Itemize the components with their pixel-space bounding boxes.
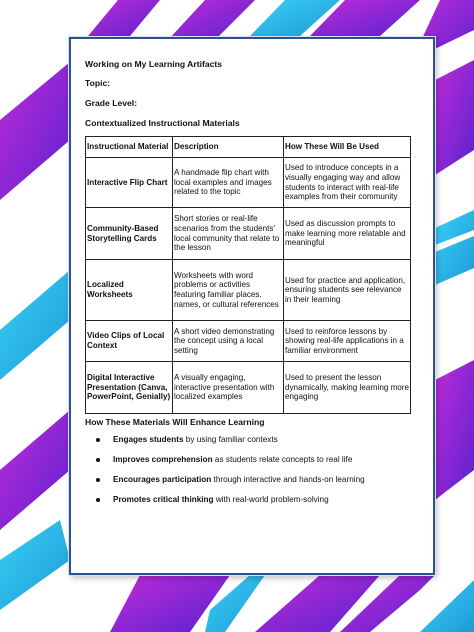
description-cell: Short stories or real-life scenarios from the students' local community that relate to the lesson [173, 208, 284, 260]
benefit-text: through interactive and hands-on learning [211, 475, 365, 484]
description-cell: Worksheets with word problems or activities featuring familiar places, names, or cultural references [173, 260, 284, 321]
table-row [86, 321, 411, 362]
grade-level-label: Grade Level: [85, 98, 138, 108]
bullet-icon [96, 458, 100, 462]
list-item [89, 435, 409, 445]
section-heading: Contextualized Instructional Materials [85, 118, 240, 128]
bullet-icon [96, 438, 100, 442]
document-page [69, 37, 435, 575]
table-row [86, 158, 411, 208]
table-row [86, 362, 411, 414]
benefit-bold: Encourages participation [113, 475, 212, 484]
document-title: Working on My Learning Artifacts [85, 59, 223, 69]
material-cell: Localized Worksheets [86, 260, 173, 321]
use-cell: Used to reinforce lessons by showing real-life applications in a familiar environment [284, 321, 411, 362]
material-cell: Digital Interactive Presentation (Canva, PowerPoint, Genially) [86, 362, 173, 414]
column-header: Description [173, 137, 284, 158]
benefit-bold: Engages students [113, 435, 184, 444]
bullet-icon [96, 498, 100, 502]
benefit-text: with real-world problem-solving [213, 495, 329, 504]
use-cell: Used as discussion prompts to make learning more relatable and meaningful [284, 208, 411, 260]
material-cell: Interactive Flip Chart [86, 158, 173, 208]
use-cell: Used to present the lesson dynamically, making learning more engaging [284, 362, 411, 414]
column-header: Instructional Material [86, 137, 173, 158]
benefits-list [89, 435, 409, 515]
list-item [89, 495, 409, 505]
list-item [89, 475, 409, 485]
benefit-text: as students relate concepts to real life [212, 455, 353, 464]
enhance-heading: How These Materials Will Enhance Learning [85, 417, 265, 427]
bullet-icon [96, 478, 100, 482]
topic-label: Topic: [85, 78, 111, 88]
materials-table [85, 136, 411, 414]
benefit-bold: Improves comprehension [113, 455, 213, 464]
table-header-row [86, 137, 411, 158]
benefit-text: by using familiar contexts [183, 435, 278, 444]
table-row [86, 260, 411, 321]
use-cell: Used to introduce concepts in a visually engaging way and allow students to interact with real-life examples from their community [284, 158, 411, 208]
description-cell: A short video demonstrating the concept using a local setting [173, 321, 284, 362]
material-cell: Video Clips of Local Context [86, 321, 173, 362]
column-header: How These Will Be Used [284, 137, 411, 158]
description-cell: A handmade flip chart with local examples and images related to the topic [173, 158, 284, 208]
benefit-bold: Promotes critical thinking [113, 495, 214, 504]
list-item [89, 455, 409, 465]
use-cell: Used for practice and application, ensuring students see relevance in their learning [284, 260, 411, 321]
table-row [86, 208, 411, 260]
description-cell: A visually engaging, interactive presentation with localized examples [173, 362, 284, 414]
material-cell: Community-Based Storytelling Cards [86, 208, 173, 260]
